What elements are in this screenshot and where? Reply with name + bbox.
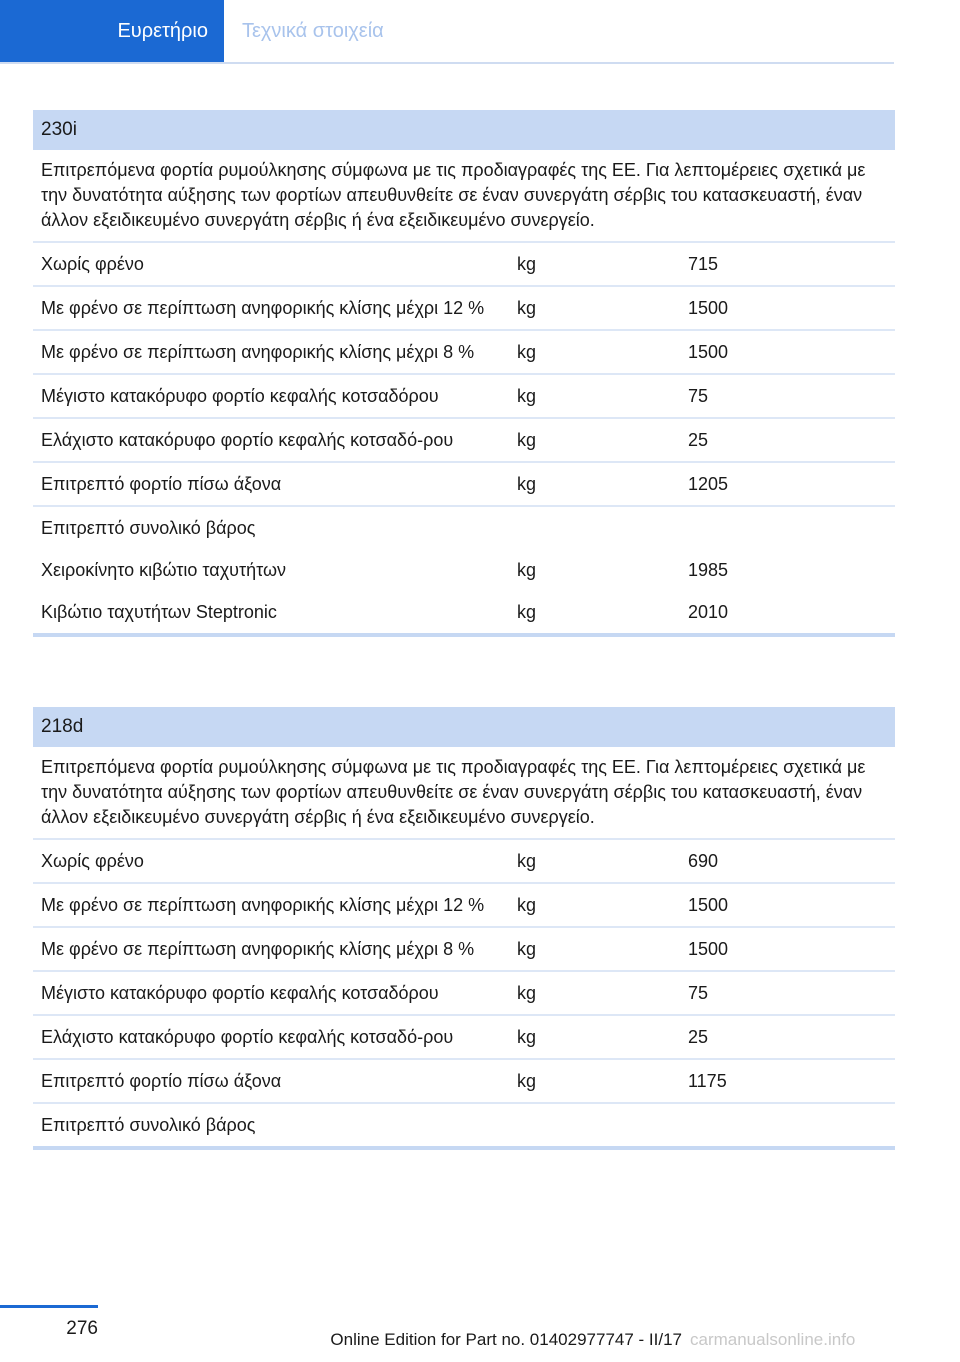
row-label: Χωρίς φρένο <box>41 254 144 274</box>
table-row <box>33 1060 895 1104</box>
row-label: Ελάχιστο κατακόρυφο φορτίο κεφαλής κοτσαδό-ρου <box>41 430 454 450</box>
watermark: carmanualsonline.info <box>690 1330 856 1349</box>
row-value: 25 <box>688 430 709 450</box>
table-row <box>33 1016 895 1060</box>
row-unit: kg <box>517 939 537 959</box>
row-label: Επιτρεπτό φορτίο πίσω άξονα <box>41 474 282 494</box>
row-unit <box>509 1104 680 1146</box>
section-description: Επιτρεπόμενα φορτία ρυμούλκησης σύμφωνα με τις προδιαγραφές της ΕΕ. Για λεπτομέρειες σχετικά με την δυνατότητα αύξησης των φορτίων απευθυνθείτε σε έναν συνεργάτη σέρβις του κατασκευαστή, έναν άλλον εξειδικευμένο συνεργάτη σέρβις ή ένα εξειδικευμένο συνεργείο. <box>33 150 895 243</box>
row-label: Κιβώτιο ταχυτήτων Steptronic <box>41 602 277 622</box>
row-value: 715 <box>688 254 719 274</box>
table-row <box>33 331 895 375</box>
table-row <box>33 591 895 633</box>
row-unit: kg <box>517 983 537 1003</box>
section-divider <box>33 1146 895 1150</box>
row-unit: kg <box>517 386 537 406</box>
row-label: Χωρίς φρένο <box>41 851 144 871</box>
row-label: Με φρένο σε περίπτωση ανηφορικής κλίσης μέχρι 12 % <box>41 895 485 915</box>
table-row <box>33 1104 895 1146</box>
tab-bar <box>0 0 894 64</box>
row-value: 1205 <box>688 474 729 494</box>
row-label: Με φρένο σε περίπτωση ανηφορικής κλίσης μέχρι 8 % <box>41 342 475 362</box>
table-row <box>33 463 895 507</box>
row-label: Με φρένο σε περίπτωση ανηφορικής κλίσης μέχρι 12 % <box>41 298 485 318</box>
row-unit: kg <box>517 1071 537 1091</box>
row-label: Μέγιστο κατακόρυφο φορτίο κεφαλής κοτσαδόρου <box>41 386 439 406</box>
row-label: Επιτρεπτό φορτίο πίσω άξονα <box>41 1071 282 1091</box>
tab-index[interactable]: Ευρετήριο <box>0 0 224 62</box>
row-value: 1985 <box>688 560 729 580</box>
row-value <box>680 1104 895 1146</box>
row-value: 1500 <box>688 342 729 362</box>
section-title: 218d <box>33 707 895 747</box>
row-value: 75 <box>688 386 709 406</box>
page-number-bar <box>0 1305 98 1308</box>
row-value: 1500 <box>688 939 729 959</box>
row-label: Ελάχιστο κατακόρυφο φορτίο κεφαλής κοτσαδό-ρου <box>41 1027 454 1047</box>
table-row <box>33 287 895 331</box>
row-unit: kg <box>517 474 537 494</box>
row-unit: kg <box>517 1027 537 1047</box>
table-row <box>33 419 895 463</box>
row-value: 690 <box>688 851 719 871</box>
table-row <box>33 840 895 884</box>
row-label: Επιτρεπτό συνολικό βάρος <box>41 1115 256 1135</box>
row-unit: kg <box>517 895 537 915</box>
row-unit: kg <box>517 342 537 362</box>
spec-section-230i <box>33 110 895 637</box>
row-unit: kg <box>517 254 537 274</box>
section-title: 230i <box>33 110 895 150</box>
row-value: 25 <box>688 1027 709 1047</box>
row-value: 1175 <box>688 1071 727 1091</box>
table-row <box>33 243 895 287</box>
table-row <box>33 375 895 419</box>
tab-technical-data[interactable]: Τεχνικά στοιχεία <box>242 19 384 42</box>
table-row <box>33 972 895 1016</box>
spec-section-218d <box>33 707 895 1150</box>
edition-note: Online Edition for Part no. 01402977747 - II/17 <box>330 1330 682 1349</box>
row-unit: kg <box>517 430 537 450</box>
row-value: 75 <box>688 983 709 1003</box>
row-label: Με φρένο σε περίπτωση ανηφορικής κλίσης μέχρι 8 % <box>41 939 475 959</box>
row-label: Επιτρεπτό συνολικό βάρος <box>41 518 256 538</box>
row-label: Χειροκίνητο κιβώτιο ταχυτήτων <box>41 560 287 580</box>
row-value: 2010 <box>688 602 729 622</box>
row-unit: kg <box>517 298 537 318</box>
table-row <box>33 507 895 549</box>
table-row <box>33 884 895 928</box>
row-label: Μέγιστο κατακόρυφο φορτίο κεφαλής κοτσαδόρου <box>41 983 439 1003</box>
row-unit: kg <box>517 602 537 622</box>
row-value <box>680 507 895 549</box>
row-unit <box>509 507 680 549</box>
table-row <box>33 549 895 591</box>
row-value: 1500 <box>688 895 729 915</box>
row-unit: kg <box>517 851 537 871</box>
section-description: Επιτρεπόμενα φορτία ρυμούλκησης σύμφωνα με τις προδιαγραφές της ΕΕ. Για λεπτομέρειες σχετικά με την δυνατότητα αύξησης των φορτίων απευθυνθείτε σε έναν συνεργάτη σέρβις του κατασκευαστή, έναν άλλον εξειδικευμένο συνεργάτη σέρβις ή ένα εξειδικευμένο συνεργείο. <box>33 747 895 840</box>
page-number: 276 <box>66 1318 98 1339</box>
row-value: 1500 <box>688 298 729 318</box>
row-unit: kg <box>517 560 537 580</box>
section-divider <box>33 633 895 637</box>
table-row <box>33 928 895 972</box>
